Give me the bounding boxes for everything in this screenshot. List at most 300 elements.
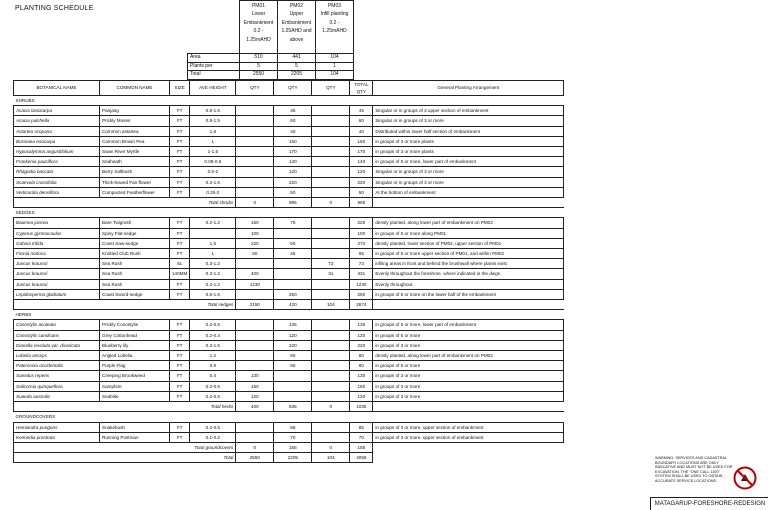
qty-pm02: 45 (274, 249, 312, 259)
size: FT (170, 177, 190, 187)
table-row (14, 269, 564, 279)
qty-pm03 (312, 126, 350, 136)
botanical-name: Acacia pulchella (14, 116, 100, 126)
botanical-name: Juncus kraussii (14, 279, 100, 289)
planting-arrangement: Singular or in groups of 3 or more (373, 177, 564, 187)
qty-pm01 (236, 167, 274, 177)
planting-arrangement: Singular or in groups of 3 or more (373, 167, 564, 177)
qty-pm02: 135 (274, 320, 312, 330)
total-qty: 225 (350, 218, 373, 228)
common-name: Common astartea (100, 126, 170, 136)
planting-arrangement: in groups of 3 or more plants (373, 136, 564, 146)
section-heading: SEDGES (14, 208, 564, 218)
qty-pm02: 220 (274, 177, 312, 187)
size: FT (170, 391, 190, 401)
size: FT (170, 167, 190, 177)
pm01-header: PM01 Lower Embankment 0.2 - 1.25mAHD (240, 1, 278, 54)
qty-pm01 (236, 259, 274, 269)
size: FT (170, 320, 190, 330)
pm-plants-row: Plants per 5 5 1 (188, 62, 354, 71)
total-qty: 85 (350, 422, 373, 432)
botanical-name: Bossiaea eriocarpa (14, 136, 100, 146)
botanical-name: Kennedia prostrata (14, 432, 100, 442)
section-total-label: Total groundcovers (14, 442, 236, 452)
total-qty: 50 (350, 187, 373, 197)
qty-pm03 (312, 279, 350, 289)
ave-height: 0.2-0.5 (190, 320, 236, 330)
grand-total-row (14, 453, 564, 463)
total-pm02: 420 (274, 300, 312, 310)
qty-pm03 (312, 116, 350, 126)
qty-pm02: 45 (274, 106, 312, 116)
planting-arrangement: Singular or in groups of 3 upper section of embankment (373, 106, 564, 116)
section-total-label: Total shrubs (14, 198, 236, 208)
total-qty: 250 (350, 289, 373, 299)
project-footer: MATAGARUP-FORESHORE-REDESIGN (650, 497, 768, 510)
common-name: Seaheath (100, 157, 170, 167)
total-qty: 80 (350, 361, 373, 371)
size: FT (170, 361, 190, 371)
ave-height: 0.2-1.2 (190, 218, 236, 228)
botanical-name: Salicornia quinqueflora (14, 381, 100, 391)
planting-arrangement: Evenly throughout the foreshore, where indicated in the dwgs (373, 269, 564, 279)
table-row (14, 167, 564, 177)
table-row (14, 187, 564, 197)
botanical-name: Patersonia occidentalis (14, 361, 100, 371)
col-qty-pm02: QTY (274, 81, 312, 96)
qty-pm03 (312, 289, 350, 299)
common-name: Sea Rush (100, 259, 170, 269)
total-all: 155 (350, 442, 373, 452)
col-qty-pm01: QTY (236, 81, 274, 96)
qty-pm01: 130 (236, 371, 274, 381)
size: FT (170, 136, 190, 146)
total-pm02: 155 (274, 442, 312, 452)
ave-height: 1.5 (190, 238, 236, 248)
total-pm01: 0 (236, 198, 274, 208)
qty-pm03 (312, 187, 350, 197)
qty-pm02 (274, 371, 312, 381)
qty-pm01 (236, 422, 274, 432)
total-qty: 120 (350, 391, 373, 401)
botanical-name: Samolus repens (14, 371, 100, 381)
qty-pm02: 40 (274, 126, 312, 136)
qty-pm03 (312, 238, 350, 248)
planting-arrangement: Distributed within lower half section of embankment (373, 126, 564, 136)
botanical-name: Acacia lasiocarpa (14, 106, 100, 116)
botanical-name: Astartea scoparia (14, 126, 100, 136)
section-total-row (14, 300, 564, 310)
total-qty: 150 (350, 381, 373, 391)
table-row (14, 381, 564, 391)
qty-pm03 (312, 228, 350, 238)
qty-pm02: 50 (274, 187, 312, 197)
qty-pm01 (236, 330, 274, 340)
ave-height: 0.1-0.2 (190, 432, 236, 442)
planting-arrangement: in groups of 3 or more (373, 381, 564, 391)
table-row (14, 126, 564, 136)
total-pm01: 2150 (236, 300, 274, 310)
total-pm03: 0 (312, 442, 350, 452)
ave-height: 1.8 (190, 126, 236, 136)
botanical-name: Ficinia nodosa (14, 249, 100, 259)
table-row (14, 249, 564, 259)
qty-pm01 (236, 187, 274, 197)
ave-height: 0.3-1.5 (190, 177, 236, 187)
qty-pm03 (312, 330, 350, 340)
planting-arrangement: densly planted, lower section of PM02, upper section of PM01 (373, 238, 564, 248)
section-total-label: Total sedges (14, 300, 236, 310)
qty-pm02: 250 (274, 289, 312, 299)
ave-height: 0.08-0.5 (190, 157, 236, 167)
qty-pm02: 150 (274, 136, 312, 146)
botanical-name: Rhagodia baccata (14, 167, 100, 177)
size: FT (170, 157, 190, 167)
table-row (14, 422, 564, 432)
ave-height: 0.8 (190, 361, 236, 371)
qty-pm01: 1230 (236, 279, 274, 289)
qty-pm01 (236, 361, 274, 371)
table-row (14, 289, 564, 299)
total-qty: 1230 (350, 279, 373, 289)
total-pm03: 104 (312, 300, 350, 310)
planting-arrangement: densly planted, along lower part of embankment on PM02 (373, 351, 564, 361)
col-size: SIZE (170, 81, 190, 96)
planting-arrangement: in groups of 5 or more (373, 330, 564, 340)
common-name: Sea Rush (100, 279, 170, 289)
section-total-row (14, 442, 564, 452)
qty-pm03 (312, 371, 350, 381)
qty-pm02: 80 (274, 351, 312, 361)
grand-total-pm01: 2550 (236, 453, 274, 463)
qty-pm01 (236, 340, 274, 350)
ave-height: 0.2-0.5 (190, 391, 236, 401)
common-name: Thick-leaved Fan-flower (100, 177, 170, 187)
ave-height: 1 (190, 136, 236, 146)
table-row (14, 330, 564, 340)
table-row (14, 371, 564, 381)
table-row (14, 391, 564, 401)
qty-pm03 (312, 340, 350, 350)
table-row (14, 106, 564, 116)
qty-pm01 (236, 126, 274, 136)
qty-pm03: 73 (312, 259, 350, 269)
qty-pm02: 70 (274, 432, 312, 442)
grand-total-pm02: 2205 (274, 453, 312, 463)
total-qty: 120 (350, 330, 373, 340)
section-total-row (14, 198, 564, 208)
size: FT (170, 340, 190, 350)
table-row (14, 228, 564, 238)
schedule-title: PLANTING SCHEDULE (15, 5, 94, 12)
total-pm03: 0 (312, 402, 350, 412)
qty-pm01: 150 (236, 218, 274, 228)
size: FT (170, 106, 190, 116)
qty-pm01 (236, 147, 274, 157)
total-qty: 60 (350, 116, 373, 126)
section-header-row (14, 310, 564, 320)
size: FT (170, 432, 190, 442)
total-qty: 100 (350, 228, 373, 238)
common-name: Grey Cottonhead (100, 330, 170, 340)
ave-height: 0.4 (190, 371, 236, 381)
qty-pm02 (274, 279, 312, 289)
section-total-row (14, 402, 564, 412)
botanical-name: Baumea juncea (14, 218, 100, 228)
total-qty: 70 (350, 432, 373, 442)
botanical-name: Lobelia anceps (14, 351, 100, 361)
common-name: Bare Twigrush (100, 218, 170, 228)
botanical-name: Juncus kraussii (14, 269, 100, 279)
botanical-name: Conostylis candicans (14, 330, 100, 340)
ave-height: 0.8-1.5 (190, 106, 236, 116)
qty-pm03: 31 (312, 269, 350, 279)
common-name: Knotted Club Rush (100, 249, 170, 259)
size: FT (170, 330, 190, 340)
qty-pm02 (274, 391, 312, 401)
qty-pm02 (274, 228, 312, 238)
planting-arrangement: in groups of 5 or more, lower part of embankment (373, 157, 564, 167)
planting-arrangement: in groups of 3 or more plants (373, 147, 564, 157)
common-name: Common Brown Pea (100, 136, 170, 146)
botanical-name: Juncus kraussii (14, 259, 100, 269)
common-name: Berry Saltbush (100, 167, 170, 177)
botanical-name: Gahnia trifida (14, 238, 100, 248)
section-total-label: Total herbs (14, 402, 236, 412)
ave-height: 0.8-1.5 (190, 116, 236, 126)
total-qty: 135 (350, 320, 373, 330)
total-pm01: 0 (236, 442, 274, 452)
common-name: Coast Sword-sedge (100, 289, 170, 299)
col-common: COMMON NAME (100, 81, 170, 96)
common-name: Creeping Brookweed (100, 371, 170, 381)
qty-pm03 (312, 249, 350, 259)
total-pm02: 635 (274, 402, 312, 412)
size: FT (170, 289, 190, 299)
col-arrangement: General Planting Arrangement (373, 81, 564, 96)
ave-height: 0.2-0.5 (190, 422, 236, 432)
botanical-name: Lepidosperma gladiatum (14, 289, 100, 299)
section-header-row (14, 412, 564, 422)
qty-pm03 (312, 167, 350, 177)
qty-pm01: 50 (236, 249, 274, 259)
table-row (14, 136, 564, 146)
table-row (14, 157, 564, 167)
table-row (14, 147, 564, 157)
ave-height: 1-1.5 (190, 147, 236, 157)
planting-arrangement: in groups of 5 or more upper section of PM01, and within PM02 (373, 249, 564, 259)
no-dig-warning-icon (733, 466, 757, 490)
pm02-header: PM02 Upper Embankment 1.25AHD and above (278, 1, 316, 54)
total-qty: 95 (350, 249, 373, 259)
size: FT (170, 351, 190, 361)
planting-arrangement: in groups of 3 or more (373, 391, 564, 401)
col-total-qty: TOTAL QTY (350, 81, 373, 96)
qty-pm03 (312, 391, 350, 401)
size: SL (170, 259, 190, 269)
grand-total-label: Total (14, 453, 236, 463)
qty-pm01 (236, 106, 274, 116)
warning-note: WARNING: SERVICES AND CADASTRAL BOUNDARY LOCATIONS ARE ONLY INDICATIVE AND MUST NOT BE USED FOR EXCAVATION. THE "ONE CALL 1100" SYSTEM SHALL BE USED TO OBTAIN ACCURATE SERVICE LOCATIONS. (655, 456, 733, 483)
pm-total-row: Total 2550 2205 104 (188, 71, 354, 80)
qty-pm02: 60 (274, 116, 312, 126)
spacer (373, 442, 564, 452)
planting-arrangement: in groups of 5 or more on the lower half of the embankment (373, 289, 564, 299)
ave-height: 0.3-1.5 (190, 340, 236, 350)
pm03-header: PM03 Infill planting 0.2 - 1.25mAHD (316, 1, 354, 54)
size: FT (170, 422, 190, 432)
ave-height: 0.2-0.4 (190, 330, 236, 340)
table-row (14, 320, 564, 330)
qty-pm03 (312, 136, 350, 146)
qty-pm01 (236, 289, 274, 299)
qty-pm01: 220 (236, 238, 274, 248)
table-row (14, 340, 564, 350)
size: FT (170, 218, 190, 228)
table-row (14, 259, 564, 269)
pm-area-row: Area 510 441 104 (188, 54, 354, 63)
qty-pm02: 75 (274, 218, 312, 228)
ave-height: 0.5-2 (190, 167, 236, 177)
total-qty: 220 (350, 177, 373, 187)
table-row (14, 351, 564, 361)
qty-pm01 (236, 157, 274, 167)
ave-height: 0.3-1.2 (190, 259, 236, 269)
col-qty-pm03: QTY (312, 81, 350, 96)
planting-arrangement: in groups of 3 or more, upper section of embankment (373, 432, 564, 442)
total-qty: 431 (350, 269, 373, 279)
table-row (14, 279, 564, 289)
common-name: Snakebush (100, 422, 170, 432)
planting-arrangement: in groups of 3 or more (373, 340, 564, 350)
total-qty: 140 (350, 157, 373, 167)
botanical-name: Dianella revoluta var. divaricata (14, 340, 100, 350)
section-header-row (14, 96, 564, 106)
spacer (373, 402, 564, 412)
qty-pm02: 220 (274, 340, 312, 350)
botanical-name: Suaeda australis (14, 391, 100, 401)
qty-pm02: 85 (274, 422, 312, 432)
total-qty: 73 (350, 259, 373, 269)
qty-pm02 (274, 381, 312, 391)
common-name: Coast Saw-sedge (100, 238, 170, 248)
qty-pm02 (274, 269, 312, 279)
size: FT (170, 381, 190, 391)
common-name: Swan River Myrtle (100, 147, 170, 157)
size: FT (170, 249, 190, 259)
botanical-name: Hemiandra pungens (14, 422, 100, 432)
planting-arrangement: in groups of 3 or more, upper section of embankment (373, 422, 564, 432)
qty-pm02: 80 (274, 361, 312, 371)
qty-pm03 (312, 422, 350, 432)
qty-pm01: 100 (236, 228, 274, 238)
ave-height: 1 (190, 249, 236, 259)
common-name: Angled Lobelia (100, 351, 170, 361)
col-height: AVE HEIGHT (190, 81, 236, 96)
qty-pm01 (236, 136, 274, 146)
table-row (14, 116, 564, 126)
col-botanical: BOTANICAL NAME (14, 81, 100, 96)
qty-pm01 (236, 320, 274, 330)
qty-pm02 (274, 259, 312, 269)
size: FT (170, 279, 190, 289)
table-row (14, 177, 564, 187)
total-pm03: 0 (312, 198, 350, 208)
qty-pm02: 120 (274, 167, 312, 177)
size: FT (170, 371, 190, 381)
qty-pm01 (236, 177, 274, 187)
total-qty: 150 (350, 136, 373, 146)
qty-pm02: 140 (274, 157, 312, 167)
qty-pm01: 150 (236, 381, 274, 391)
qty-pm03 (312, 381, 350, 391)
total-all: 1035 (350, 402, 373, 412)
qty-pm03 (312, 351, 350, 361)
planting-arrangement: Singular or in groups of 3 or more (373, 116, 564, 126)
total-pm01: 400 (236, 402, 274, 412)
total-all: 995 (350, 198, 373, 208)
section-heading: SHRUBS (14, 96, 564, 106)
grand-total-all: 4059 (350, 453, 373, 463)
planting-arrangement: Evenly throughout (373, 279, 564, 289)
size: FT (170, 126, 190, 136)
qty-pm03 (312, 106, 350, 116)
botanical-name: Cyperus gymnocaulos (14, 228, 100, 238)
qty-pm03 (312, 177, 350, 187)
column-header-row (14, 81, 564, 96)
total-qty: 220 (350, 340, 373, 350)
section-heading: HERBS (14, 310, 564, 320)
common-name: Blueberry lily (100, 340, 170, 350)
common-name: Samphire (100, 381, 170, 391)
size: FT (170, 147, 190, 157)
planting-arrangement: in groups of 5 or more (373, 361, 564, 371)
total-qty: 80 (350, 351, 373, 361)
qty-pm02: 170 (274, 147, 312, 157)
qty-pm03 (312, 320, 350, 330)
qty-pm03 (312, 218, 350, 228)
table-row (14, 238, 564, 248)
common-name: Compacted Featherflower (100, 187, 170, 197)
ave-height: 0.25-2 (190, 187, 236, 197)
common-name: Sea Rush (100, 269, 170, 279)
ave-height: 0.2-0.5 (190, 381, 236, 391)
qty-pm03 (312, 361, 350, 371)
planting-schedule-table (13, 80, 564, 463)
planting-arrangement: infiling areas in front and behind the brushwall where plants exist (373, 259, 564, 269)
ave-height: 0.3-1.2 (190, 279, 236, 289)
qty-pm03 (312, 157, 350, 167)
common-name: Prickly Moses (100, 116, 170, 126)
section-header-row (14, 208, 564, 218)
planting-arrangement: in groups of 5 or more, lower part of embankment (373, 320, 564, 330)
planting-arrangement: At the bottom of embankment (373, 187, 564, 197)
botanical-name: Conostylis aculeata (14, 320, 100, 330)
qty-pm02: 120 (274, 330, 312, 340)
ave-height: 0.5-1.5 (190, 289, 236, 299)
total-qty: 40 (350, 126, 373, 136)
qty-pm01: 120 (236, 391, 274, 401)
qty-pm03 (312, 432, 350, 442)
common-name: Seablite (100, 391, 170, 401)
qty-pm03 (312, 147, 350, 157)
table-row (14, 361, 564, 371)
total-qty: 170 (350, 147, 373, 157)
spacer (373, 300, 564, 310)
common-name: Running Postman (100, 432, 170, 442)
size: FT (170, 116, 190, 126)
common-name: Purple Flag (100, 361, 170, 371)
